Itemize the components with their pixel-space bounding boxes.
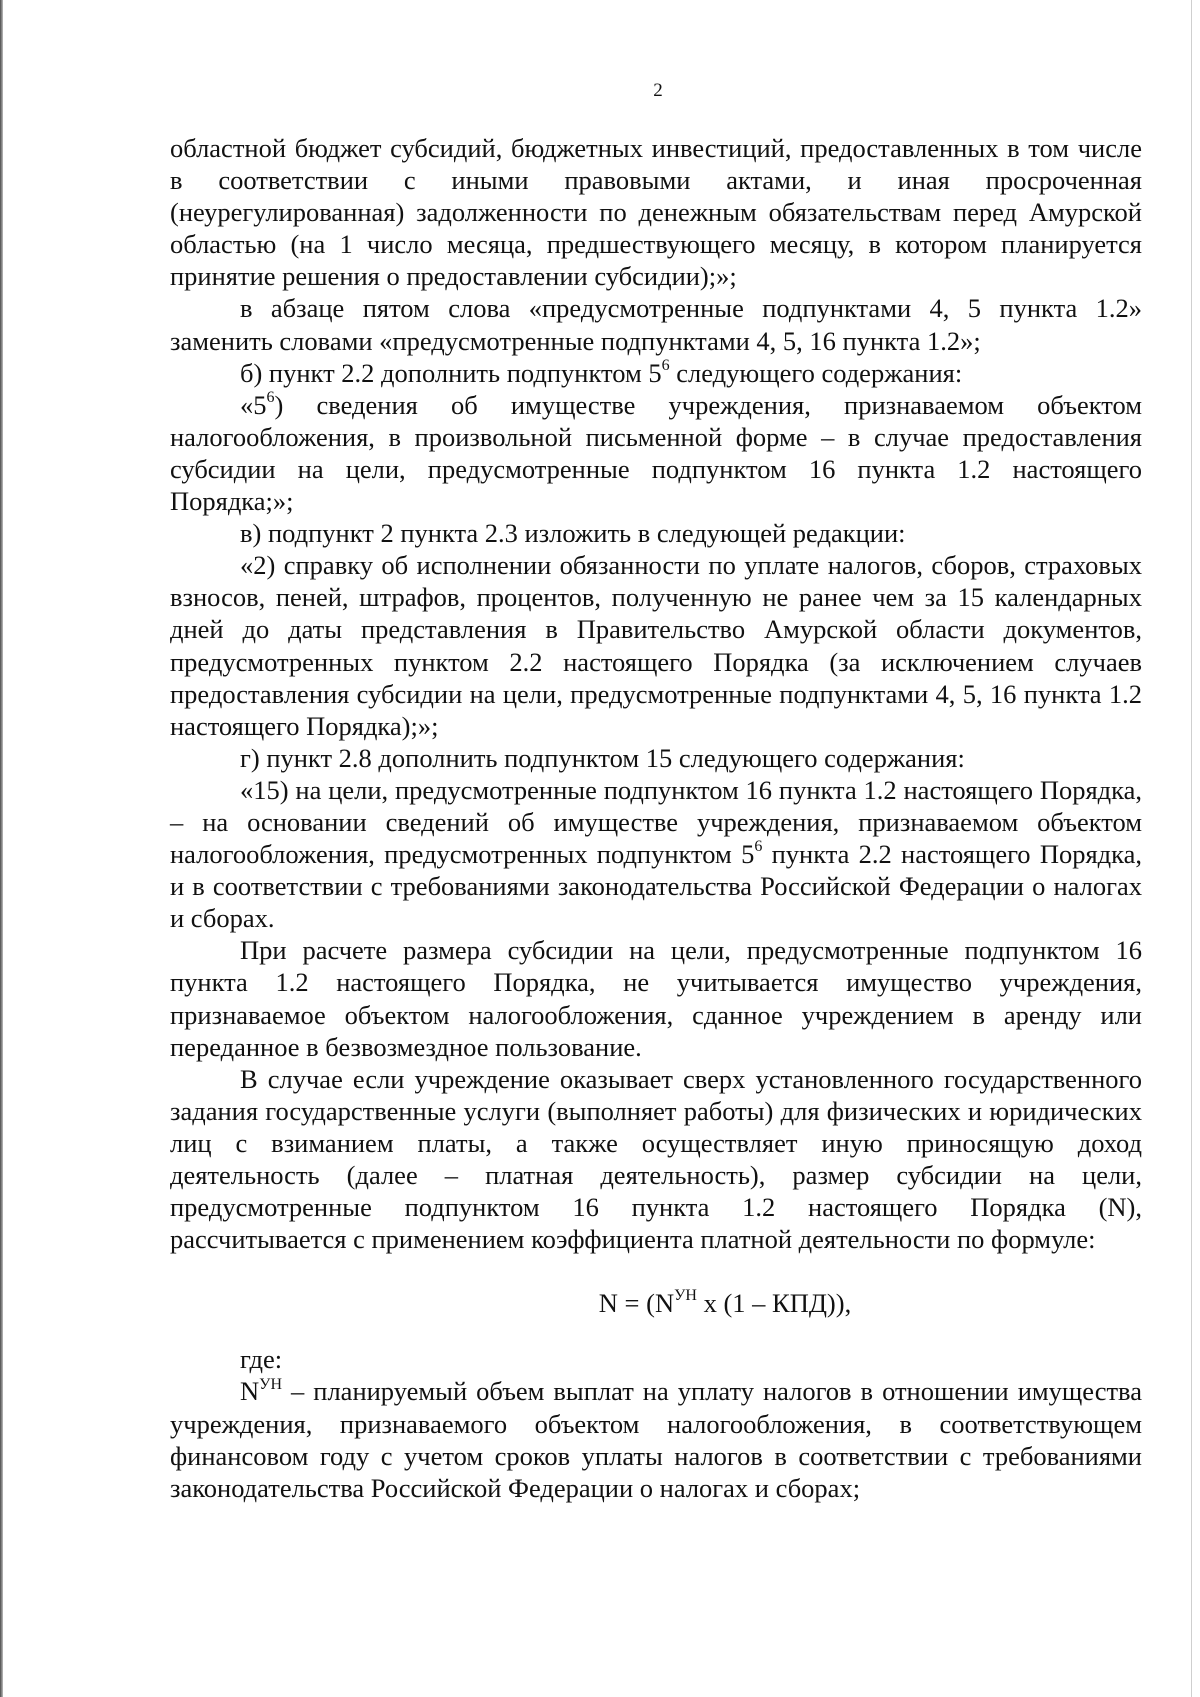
paragraph-10: В случае если учреждение оказывает сверх установленного государственного задания государственные услуги (выполняет работы) для физических и юридических лиц с взиманием платы, а также осуществляет иную приносящую доход деятельность (далее – платная деятельность), размер субсидии на цели, предусмотренные подпунктом 16 пункта 1.2 настоящего Порядка (N), рассчитывается с применением коэффициента платной деятельности по формуле: bbox=[170, 1063, 1142, 1255]
paragraph-3-text-b: следующего содержания: bbox=[669, 357, 963, 388]
paragraph-3-text-a: б) пункт 2.2 дополнить подпунктом 5 bbox=[240, 357, 662, 388]
paragraph-8-text-b: пункта 2.2 настоящего Порядка, и в соответствии с требованиями законодательства Российской Федерации о налогах и сборах. bbox=[170, 839, 1142, 934]
paragraph-3 bbox=[170, 357, 1142, 389]
formula-text-b: x (1 – КПД)), bbox=[696, 1288, 852, 1319]
scan-edge-left bbox=[0, 0, 3, 1697]
paragraph-4-text-b: ) сведения об имуществе учреждения, признаваемом объектом налогообложения, в произвольной письменной форме – в случае предоставления субсидии на цели, предусмотренные подпунктом 16 пункта 1.2 настоящего Порядка;»; bbox=[170, 389, 1142, 517]
paragraph-7: г) пункт 2.8 дополнить подпунктом 15 следующего содержания: bbox=[240, 742, 965, 773]
definition-symbol-superscript: УН bbox=[259, 1375, 283, 1393]
scan-edge-right bbox=[1191, 0, 1192, 1697]
document-body bbox=[170, 132, 1142, 1504]
paragraph-4-text-a: «5 bbox=[240, 389, 267, 420]
definition-nun bbox=[170, 1375, 1142, 1503]
paragraph-5: в) подпункт 2 пункта 2.3 изложить в следующей редакции: bbox=[240, 518, 906, 549]
paragraph-3-superscript: 6 bbox=[661, 356, 670, 374]
page-number: 2 bbox=[653, 80, 663, 101]
definition-symbol: N bbox=[240, 1376, 260, 1407]
paragraph-8 bbox=[170, 774, 1142, 934]
paragraph-8-text-a: «15) на цели, предусмотренные подпунктом 16 пункта 1.2 настоящего Порядка, – на основании сведений об имуществе учреждения, признаваемом объектом налогообложения, предусмотренных подпунктом 5 bbox=[170, 774, 1142, 870]
definition-text: – планируемый объем выплат на уплату налогов в отношении имущества учреждения, признаваемого объектом налогообложения, в соответствующем финансовом году с учетом сроков уплаты налогов в соответствии с требованиями законодательства Российской Федерации о налогах и сборах; bbox=[170, 1376, 1142, 1503]
paragraph-9: При расчете размера субсидии на цели, предусмотренные подпунктом 16 пункта 1.2 настоящего Порядка, не учитывается имущество учреждения, признаваемое объектом налогообложения, сданное учреждением в аренду или переданное в безвозмездное пользование. bbox=[170, 935, 1142, 1062]
paragraph-4-superscript: 6 bbox=[266, 388, 275, 406]
paragraph-1: областной бюджет субсидий, бюджетных инвестиций, предоставленных в том числе в соответствии с иными правовыми актами, и иная просроченная (неурегулированная) задолженности по денежным обязательствам перед Амурской областью (на 1 число месяца, предшествующего месяцу, в котором планируется принятие решения о предоставлении субсидии);»; bbox=[170, 133, 1142, 292]
formula bbox=[170, 1287, 1142, 1319]
where-label: где: bbox=[240, 1344, 283, 1375]
formula-superscript: УН bbox=[674, 1287, 697, 1305]
paragraph-2: в абзаце пятом слова «предусмотренные подпунктами 4, 5 пункта 1.2» заменить словами «предусмотренные подпунктами 4, 5, 16 пункта 1.2»; bbox=[170, 293, 1142, 356]
paragraph-6: «2) справку об исполнении обязанности по уплате налогов, сборов, страховых взносов, пеней, штрафов, процентов, полученную не ранее чем за 15 календарных дней до даты представления в Правительство Амурской области документов, предусмотренных пунктом 2.2 настоящего Порядка (за исключением случаев предоставления субсидии на цели, предусмотренные подпунктами 4, 5, 16 пункта 1.2 настоящего Порядка);»; bbox=[170, 550, 1142, 741]
paragraph-8-superscript: 6 bbox=[754, 838, 763, 856]
formula-text-a: N = (N bbox=[598, 1288, 675, 1319]
paragraph-4 bbox=[170, 389, 1142, 517]
